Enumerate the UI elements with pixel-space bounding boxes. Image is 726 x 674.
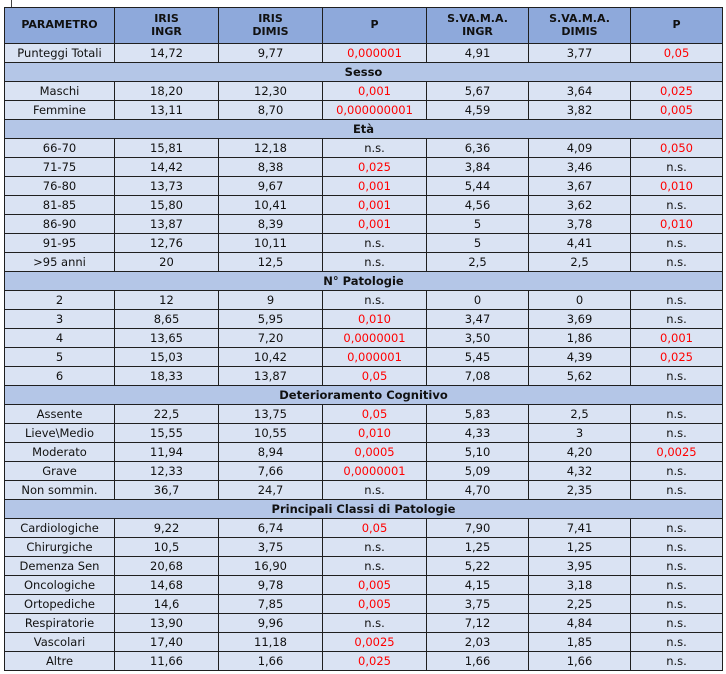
table-row: [5, 424, 723, 443]
value-cell: 7,85: [219, 595, 323, 614]
value-cell: 0,010: [631, 177, 723, 196]
value-cell: n.s.: [631, 253, 723, 272]
value-cell: 14,72: [115, 44, 219, 63]
value-cell: n.s.: [631, 595, 723, 614]
value-cell: 13,87: [115, 215, 219, 234]
value-cell: 16,90: [219, 557, 323, 576]
value-cell: 5,22: [427, 557, 529, 576]
header-cell: IRIS DIMIS: [219, 8, 323, 44]
value-cell: 3,62: [529, 196, 631, 215]
value-cell: 1,86: [529, 329, 631, 348]
value-cell: 0,05: [631, 44, 723, 63]
value-cell: 5,95: [219, 310, 323, 329]
table-row: [5, 196, 723, 215]
value-cell: 5,67: [427, 82, 529, 101]
value-cell: n.s.: [631, 196, 723, 215]
parameter-cell: Lieve\Medio: [5, 424, 115, 443]
parameter-cell: 71-75: [5, 158, 115, 177]
value-cell: n.s.: [323, 253, 427, 272]
value-cell: 10,11: [219, 234, 323, 253]
value-cell: 7,90: [427, 519, 529, 538]
section-title: N° Patologie: [5, 272, 723, 291]
value-cell: 0,0025: [323, 633, 427, 652]
header-cell: S.VA.M.A. INGR: [427, 8, 529, 44]
value-cell: 14,68: [115, 576, 219, 595]
table-row: [5, 329, 723, 348]
table-row: [5, 253, 723, 272]
value-cell: 0,001: [323, 82, 427, 101]
value-cell: n.s.: [323, 557, 427, 576]
value-cell: 12,30: [219, 82, 323, 101]
value-cell: 9,67: [219, 177, 323, 196]
value-cell: 0,0025: [631, 443, 723, 462]
value-cell: 0,05: [323, 367, 427, 386]
parameter-cell: Vascolari: [5, 633, 115, 652]
value-cell: 10,55: [219, 424, 323, 443]
value-cell: 4,15: [427, 576, 529, 595]
parameter-cell: 91-95: [5, 234, 115, 253]
value-cell: 8,39: [219, 215, 323, 234]
value-cell: 5: [427, 215, 529, 234]
value-cell: 1,25: [427, 538, 529, 557]
table-row: [5, 557, 723, 576]
table-row: [5, 519, 723, 538]
header-cell: P: [631, 8, 723, 44]
table-row: [5, 462, 723, 481]
parameter-cell: Maschi: [5, 82, 115, 101]
value-cell: 0,05: [323, 519, 427, 538]
value-cell: 5: [427, 234, 529, 253]
value-cell: 12,18: [219, 139, 323, 158]
value-cell: 0,0000001: [323, 329, 427, 348]
value-cell: n.s.: [631, 557, 723, 576]
value-cell: 22,5: [115, 405, 219, 424]
value-cell: 6,36: [427, 139, 529, 158]
value-cell: 0,010: [323, 424, 427, 443]
table-row: [5, 44, 723, 63]
value-cell: 3,50: [427, 329, 529, 348]
value-cell: n.s.: [631, 424, 723, 443]
value-cell: 3,67: [529, 177, 631, 196]
value-cell: n.s.: [323, 291, 427, 310]
table-row: [5, 234, 723, 253]
value-cell: 36,7: [115, 481, 219, 500]
table-row: [5, 139, 723, 158]
value-cell: 0,025: [323, 158, 427, 177]
value-cell: 13,87: [219, 367, 323, 386]
value-cell: n.s.: [323, 481, 427, 500]
value-cell: 24,7: [219, 481, 323, 500]
value-cell: 9,78: [219, 576, 323, 595]
value-cell: 4,56: [427, 196, 529, 215]
value-cell: 4,33: [427, 424, 529, 443]
value-cell: 5,62: [529, 367, 631, 386]
section-title: Sesso: [5, 63, 723, 82]
value-cell: 12,33: [115, 462, 219, 481]
parameter-cell: Punteggi Totali: [5, 44, 115, 63]
section-header-row: [5, 386, 723, 405]
value-cell: 0,001: [323, 196, 427, 215]
value-cell: 11,66: [115, 652, 219, 671]
value-cell: 15,81: [115, 139, 219, 158]
value-cell: 2,35: [529, 481, 631, 500]
table-row: [5, 348, 723, 367]
table-row: [5, 215, 723, 234]
table-row: [5, 310, 723, 329]
parameter-cell: Femmine: [5, 101, 115, 120]
value-cell: n.s.: [323, 614, 427, 633]
value-cell: 7,20: [219, 329, 323, 348]
table-row: [5, 101, 723, 120]
value-cell: 2,5: [529, 253, 631, 272]
table-row: [5, 82, 723, 101]
value-cell: 14,6: [115, 595, 219, 614]
value-cell: 9: [219, 291, 323, 310]
value-cell: n.s.: [323, 234, 427, 253]
value-cell: 1,85: [529, 633, 631, 652]
value-cell: n.s.: [631, 576, 723, 595]
value-cell: 0,05: [323, 405, 427, 424]
value-cell: 5,09: [427, 462, 529, 481]
value-cell: 3,18: [529, 576, 631, 595]
value-cell: n.s.: [631, 614, 723, 633]
value-cell: 18,20: [115, 82, 219, 101]
value-cell: 4,70: [427, 481, 529, 500]
parameter-cell: >95 anni: [5, 253, 115, 272]
value-cell: 6,74: [219, 519, 323, 538]
value-cell: n.s.: [631, 234, 723, 253]
value-cell: n.s.: [323, 139, 427, 158]
value-cell: 1,66: [219, 652, 323, 671]
value-cell: 3,75: [219, 538, 323, 557]
parameter-cell: Altre: [5, 652, 115, 671]
value-cell: 3,95: [529, 557, 631, 576]
header-cell: IRIS INGR: [115, 8, 219, 44]
value-cell: 1,66: [529, 652, 631, 671]
value-cell: n.s.: [631, 367, 723, 386]
parameter-cell: Cardiologiche: [5, 519, 115, 538]
table-row: [5, 538, 723, 557]
table-row: [5, 158, 723, 177]
header-cell: S.VA.M.A. DIMIS: [529, 8, 631, 44]
value-cell: 14,42: [115, 158, 219, 177]
value-cell: 20,68: [115, 557, 219, 576]
parameter-cell: 86-90: [5, 215, 115, 234]
header-cell: P: [323, 8, 427, 44]
parameter-cell: 66-70: [5, 139, 115, 158]
parameter-cell: Demenza Sen: [5, 557, 115, 576]
value-cell: 0,025: [631, 82, 723, 101]
parameter-cell: Grave: [5, 462, 115, 481]
table-row: [5, 367, 723, 386]
section-header-row: [5, 272, 723, 291]
parameter-cell: Respiratorie: [5, 614, 115, 633]
value-cell: 10,5: [115, 538, 219, 557]
value-cell: n.s.: [631, 310, 723, 329]
table-row: [5, 614, 723, 633]
header-row: [5, 8, 723, 44]
value-cell: 5,83: [427, 405, 529, 424]
value-cell: 0,025: [631, 348, 723, 367]
value-cell: 18,33: [115, 367, 219, 386]
value-cell: 0,005: [631, 101, 723, 120]
value-cell: 0,001: [323, 215, 427, 234]
value-cell: 5,44: [427, 177, 529, 196]
header-cell: PARAMETRO: [5, 8, 115, 44]
parameter-cell: 4: [5, 329, 115, 348]
value-cell: 13,11: [115, 101, 219, 120]
table-row: [5, 481, 723, 500]
parameter-cell: Assente: [5, 405, 115, 424]
value-cell: 2,5: [529, 405, 631, 424]
value-cell: 3,78: [529, 215, 631, 234]
value-cell: n.s.: [631, 462, 723, 481]
value-cell: 0,050: [631, 139, 723, 158]
value-cell: 13,75: [219, 405, 323, 424]
value-cell: 0,001: [323, 177, 427, 196]
results-table: [4, 7, 723, 671]
section-header-row: [5, 120, 723, 139]
value-cell: 7,08: [427, 367, 529, 386]
parameter-cell: 3: [5, 310, 115, 329]
section-title: Deterioramento Cognitivo: [5, 386, 723, 405]
value-cell: 11,18: [219, 633, 323, 652]
value-cell: 3,46: [529, 158, 631, 177]
value-cell: 3: [529, 424, 631, 443]
parameter-cell: 6: [5, 367, 115, 386]
parameter-cell: Oncologiche: [5, 576, 115, 595]
value-cell: 9,77: [219, 44, 323, 63]
value-cell: 9,96: [219, 614, 323, 633]
value-cell: 15,80: [115, 196, 219, 215]
section-header-row: [5, 63, 723, 82]
value-cell: 10,42: [219, 348, 323, 367]
value-cell: 9,22: [115, 519, 219, 538]
value-cell: 0,001: [631, 329, 723, 348]
value-cell: 0: [427, 291, 529, 310]
value-cell: n.s.: [631, 538, 723, 557]
section-title: Età: [5, 120, 723, 139]
value-cell: 4,20: [529, 443, 631, 462]
value-cell: 2,03: [427, 633, 529, 652]
value-cell: 3,82: [529, 101, 631, 120]
parameter-cell: Chirurgiche: [5, 538, 115, 557]
value-cell: 8,70: [219, 101, 323, 120]
parameter-cell: 5: [5, 348, 115, 367]
table-row: [5, 652, 723, 671]
value-cell: 4,39: [529, 348, 631, 367]
value-cell: 1,66: [427, 652, 529, 671]
value-cell: 3,77: [529, 44, 631, 63]
value-cell: n.s.: [631, 633, 723, 652]
parameter-cell: 81-85: [5, 196, 115, 215]
value-cell: n.s.: [631, 481, 723, 500]
value-cell: 4,84: [529, 614, 631, 633]
value-cell: 5,45: [427, 348, 529, 367]
value-cell: 7,12: [427, 614, 529, 633]
value-cell: 7,41: [529, 519, 631, 538]
value-cell: 0: [529, 291, 631, 310]
value-cell: 0,005: [323, 595, 427, 614]
value-cell: 7,66: [219, 462, 323, 481]
value-cell: 15,55: [115, 424, 219, 443]
value-cell: 1,25: [529, 538, 631, 557]
value-cell: 11,94: [115, 443, 219, 462]
value-cell: 12: [115, 291, 219, 310]
value-cell: 13,73: [115, 177, 219, 196]
value-cell: 0,005: [323, 576, 427, 595]
table-row: [5, 595, 723, 614]
value-cell: 0,010: [323, 310, 427, 329]
value-cell: n.s.: [631, 652, 723, 671]
value-cell: 13,90: [115, 614, 219, 633]
value-cell: 5,10: [427, 443, 529, 462]
value-cell: 3,64: [529, 82, 631, 101]
value-cell: 12,76: [115, 234, 219, 253]
parameter-cell: Non sommin.: [5, 481, 115, 500]
value-cell: 0,000001: [323, 348, 427, 367]
value-cell: n.s.: [631, 405, 723, 424]
table-row: [5, 177, 723, 196]
value-cell: 0,000000001: [323, 101, 427, 120]
table-row: [5, 443, 723, 462]
value-cell: 4,41: [529, 234, 631, 253]
value-cell: 0,010: [631, 215, 723, 234]
value-cell: 4,59: [427, 101, 529, 120]
value-cell: n.s.: [631, 158, 723, 177]
value-cell: 4,09: [529, 139, 631, 158]
value-cell: 15,03: [115, 348, 219, 367]
value-cell: 3,69: [529, 310, 631, 329]
parameter-cell: Moderato: [5, 443, 115, 462]
parameter-cell: 2: [5, 291, 115, 310]
value-cell: 13,65: [115, 329, 219, 348]
value-cell: 4,32: [529, 462, 631, 481]
table-row: [5, 405, 723, 424]
value-cell: 3,84: [427, 158, 529, 177]
table-row: [5, 576, 723, 595]
value-cell: 3,47: [427, 310, 529, 329]
parameter-cell: Ortopediche: [5, 595, 115, 614]
section-title: Principali Classi di Patologie: [5, 500, 723, 519]
value-cell: 3,75: [427, 595, 529, 614]
section-header-row: [5, 500, 723, 519]
parameter-cell: 76-80: [5, 177, 115, 196]
table-row: [5, 633, 723, 652]
value-cell: 2,5: [427, 253, 529, 272]
value-cell: 12,5: [219, 253, 323, 272]
value-cell: 8,65: [115, 310, 219, 329]
value-cell: 0,0000001: [323, 462, 427, 481]
value-cell: 2,25: [529, 595, 631, 614]
value-cell: 8,94: [219, 443, 323, 462]
value-cell: 10,41: [219, 196, 323, 215]
value-cell: n.s.: [631, 519, 723, 538]
table-row: [5, 291, 723, 310]
value-cell: 0,000001: [323, 44, 427, 63]
value-cell: 0,025: [323, 652, 427, 671]
value-cell: 0,0005: [323, 443, 427, 462]
value-cell: n.s.: [323, 538, 427, 557]
value-cell: n.s.: [631, 291, 723, 310]
value-cell: 8,38: [219, 158, 323, 177]
value-cell: 17,40: [115, 633, 219, 652]
value-cell: 4,91: [427, 44, 529, 63]
value-cell: 20: [115, 253, 219, 272]
